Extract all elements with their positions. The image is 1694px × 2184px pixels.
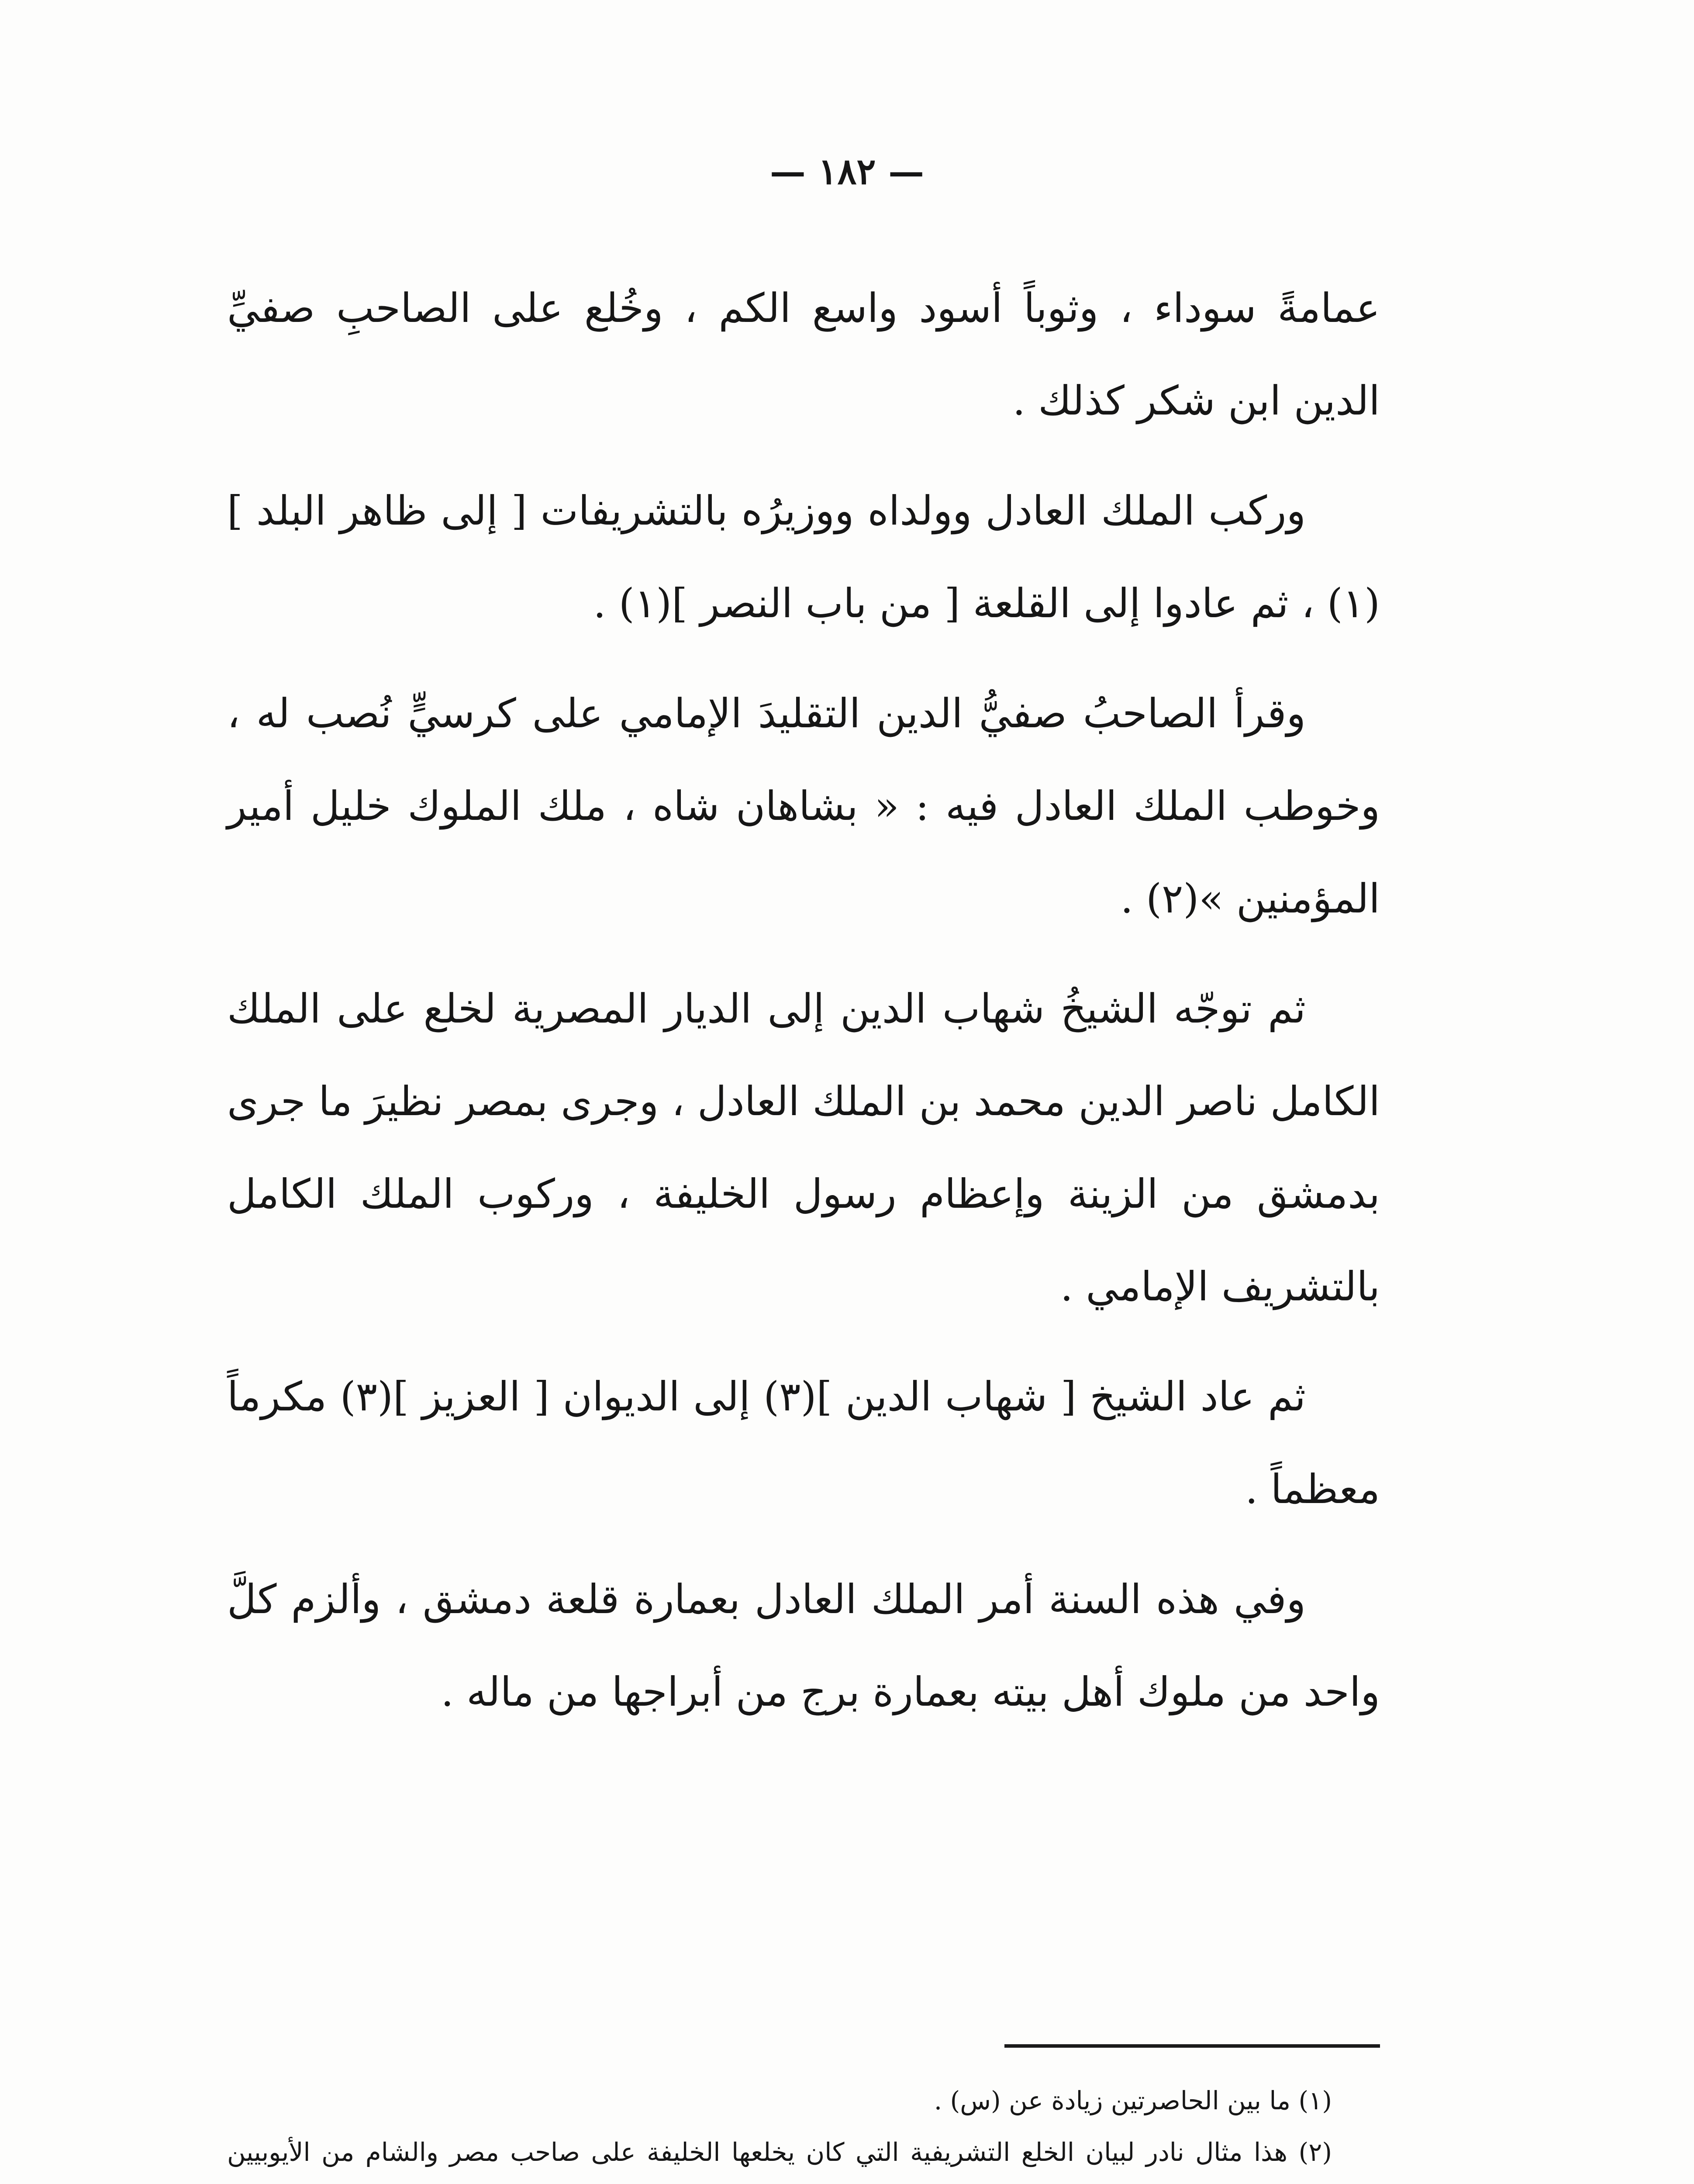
main-text [227,262,1380,1756]
footnote: (٢) هذا مثال نادر لبيان الخلع التشريفية التي كان يخلعها الخليفة على صاحب مصر والشام من الأيوبيين [227,2137,1332,2167]
page-number: — ١٨٢ — [769,151,925,193]
paragraph: وركب الملك العادل وولداه ووزيرُه بالتشريفات [ إلى ظاهر البلد ](١) ، ثم عادوا إلى القلعة [ من باب النصر ](١) . [227,487,1380,627]
paragraph: ثم عاد الشيخ [ شهاب الدين ](٣) إلى الديوان [ العزيز ](٣) مكرماً معظماً . [227,1373,1380,1513]
paragraph: عمامةً سوداء ، وثوباً أسود واسع الكم ، وخُلع على الصاحبِ صفيِّ الدين ابن شكر كذلك . [227,285,1380,424]
paragraph: وفي هذه السنة أمر الملك العادل بعمارة قلعة دمشق ، وألزم كلَّ واحد من ملوك أهل بيته بعمارة برج من أبراجها من ماله . [227,1576,1380,1715]
paragraph: وقرأ الصاحبُ صفيُّ الدين التقليدَ الإمامي على كرسيٍّ نُصب له ، وخوطب الملك العادل فيه : « بشاهان شاه ، ملك الملوك خليل أمير المؤمنين »(٢) . [227,690,1380,922]
footnote-separator [1004,2044,1380,2048]
paragraph: ثم توجّه الشيخُ شهاب الدين إلى الديار المصرية لخلع على الملك الكامل ناصر الدين محمد بن الملك العادل ، وجرى بمصر نظيرَ ما جرى بدمشق من الزينة وإعظام رسول الخليفة ، وركوب الملك الكامل بالتشريف الإمامي . [227,985,1380,1310]
footnote: (١) ما بين الحاصرتين زيادة عن (س) . [934,2086,1332,2115]
footnotes [227,2075,1380,2184]
